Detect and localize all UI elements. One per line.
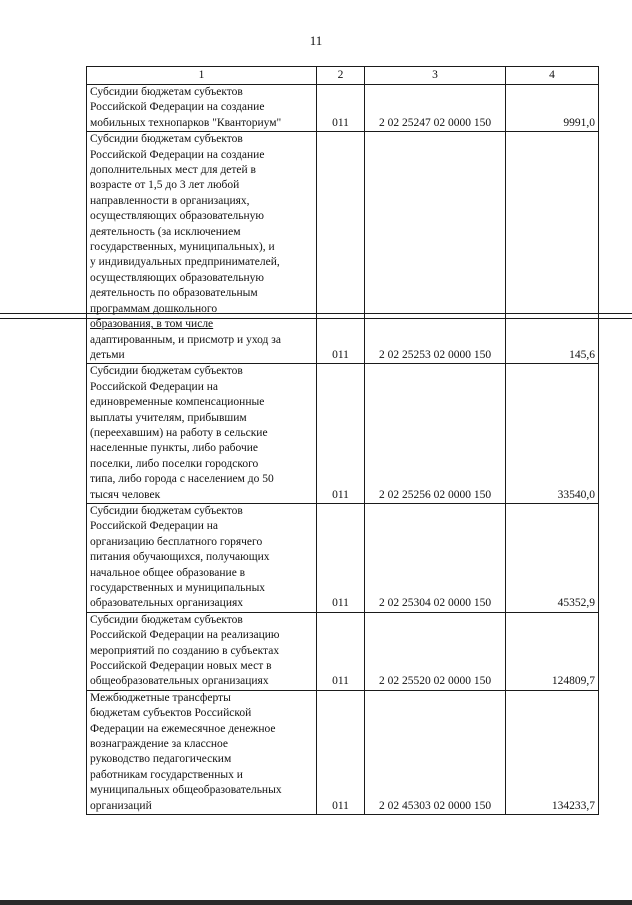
header-row: [87, 67, 599, 85]
row-name-cell: [87, 612, 317, 690]
table-body: [87, 85, 599, 815]
row-amount-cell: 33540,0: [506, 364, 599, 504]
row-name-line: руководство педагогическим: [90, 753, 232, 766]
row-code-cell: 011: [317, 85, 365, 132]
row-amount-cell: 124809,7: [506, 612, 599, 690]
table-row: [87, 503, 599, 612]
row-name-line: муниципальных общеобразовательных: [90, 784, 282, 797]
row-name-line: Российской Федерации на создание: [90, 148, 265, 161]
row-name-line: работникам государственных и: [90, 768, 243, 781]
row-name-line: дополнительных мест для детей в: [90, 164, 256, 177]
row-name-line: выплаты учителям, прибывшим: [90, 411, 247, 424]
row-name-line: Российской Федерации на: [90, 520, 218, 533]
row-kbk-cell: 2 02 25247 02 0000 150: [365, 85, 506, 132]
row-code-cell: 011: [317, 132, 365, 364]
table-row: [87, 612, 599, 690]
row-name-line: (переехавшим) на работу в сельские: [90, 426, 268, 439]
table-row: [87, 85, 599, 132]
row-name-line: направленности в организациях,: [90, 194, 250, 207]
row-name-line: Российской Федерации новых мест в: [90, 660, 272, 673]
row-name-cell: [87, 690, 317, 814]
row-kbk-cell: 2 02 25256 02 0000 150: [365, 364, 506, 504]
row-name-line: государственных и муниципальных: [90, 582, 266, 594]
row-name-line: у индивидуальных предпринимателей,: [90, 256, 280, 269]
row-name-line: мероприятий по созданию в субъектах: [90, 644, 280, 657]
row-name-line: деятельность (за исключением: [90, 225, 241, 238]
row-name-line: образования, в том числе: [90, 318, 214, 331]
row-name-line: Субсидии бюджетам субъектов: [90, 504, 243, 517]
row-name-line: программам дошкольного: [90, 302, 218, 315]
row-name-line: начальное общее образование в: [90, 566, 246, 579]
row-amount-cell: 45352,9: [506, 503, 599, 612]
row-name-line: организаций: [90, 799, 152, 812]
row-kbk-cell: 2 02 25253 02 0000 150: [365, 132, 506, 364]
row-name-line: общеобразовательных организациях: [90, 675, 269, 688]
row-code-cell: 011: [317, 690, 365, 814]
row-name-cell: [87, 503, 317, 612]
row-name-line: Субсидии бюджетам субъектов: [90, 86, 243, 98]
row-name-line: мобильных технопарков "Кванториум": [90, 116, 282, 129]
row-amount-cell: 134233,7: [506, 690, 599, 814]
row-name-line: Федерации на ежемесячное денежное: [90, 722, 276, 735]
row-name-line: осуществляющих образовательную: [90, 210, 265, 223]
row-name-cell: [87, 85, 317, 132]
row-name-line: Субсидии бюджетам субъектов: [90, 133, 243, 146]
row-code-cell: 011: [317, 612, 365, 690]
row-amount-cell: 9991,0: [506, 85, 599, 132]
row-amount-cell: 145,6: [506, 132, 599, 364]
row-name-line: Межбюджетные трансферты: [90, 691, 231, 704]
row-name-line: Субсидии бюджетам субъектов: [90, 365, 243, 378]
budget-table: [86, 66, 599, 815]
row-name-line: Российской Федерации на реализацию: [90, 629, 280, 642]
row-name-line: деятельность по образовательным: [90, 287, 258, 300]
row-name-line: образовательных организациях: [90, 597, 244, 610]
row-name-line: типа, либо города с населением до 50: [90, 473, 274, 486]
row-name-line: адаптированным, и присмотр и уход за: [90, 333, 281, 346]
row-name-line: единовременные компенсационные: [90, 396, 265, 409]
row-name-line: Российской Федерации на: [90, 380, 218, 393]
row-name-line: Российской Федерации на создание: [90, 101, 265, 114]
row-name-line: питания обучающихся, получающих: [90, 551, 270, 564]
row-code-cell: 011: [317, 503, 365, 612]
row-name-line: поселки, либо поселки городского: [90, 457, 259, 470]
page-number: 11: [309, 33, 323, 48]
row-name-line: Субсидии бюджетам субъектов: [90, 613, 243, 626]
row-name-line: бюджетам субъектов Российской: [90, 707, 252, 720]
row-name-line: государственных, муниципальных), и: [90, 241, 275, 254]
row-kbk-cell: 2 02 25304 02 0000 150: [365, 503, 506, 612]
row-code-cell: 011: [317, 364, 365, 504]
table-row: [87, 364, 599, 504]
table-row: [87, 690, 599, 814]
header-col-2: 2: [317, 67, 365, 85]
table-header: [87, 67, 599, 85]
header-col-4: 4: [506, 67, 599, 85]
row-name-line: вознаграждение за классное: [90, 738, 228, 751]
row-kbk-cell: 2 02 45303 02 0000 150: [365, 690, 506, 814]
table-row: [87, 132, 599, 364]
row-name-line: осуществляющих образовательную: [90, 271, 265, 284]
header-col-1: 1: [87, 67, 317, 85]
row-name-cell: [87, 132, 317, 364]
header-col-3: 3: [365, 67, 506, 85]
row-name-line: тысяч человек: [90, 488, 161, 501]
row-kbk-cell: 2 02 25520 02 0000 150: [365, 612, 506, 690]
scan-bottom-edge: [0, 900, 632, 905]
row-name-line: детьми: [90, 348, 125, 361]
page-break-rule: [0, 313, 632, 319]
row-name-line: населенные пункты, либо рабочие: [90, 442, 259, 455]
row-name-line: организацию бесплатного горячего: [90, 535, 263, 548]
row-name-cell: [87, 364, 317, 504]
row-name-line: возрасте от 1,5 до 3 лет любой: [90, 179, 240, 192]
